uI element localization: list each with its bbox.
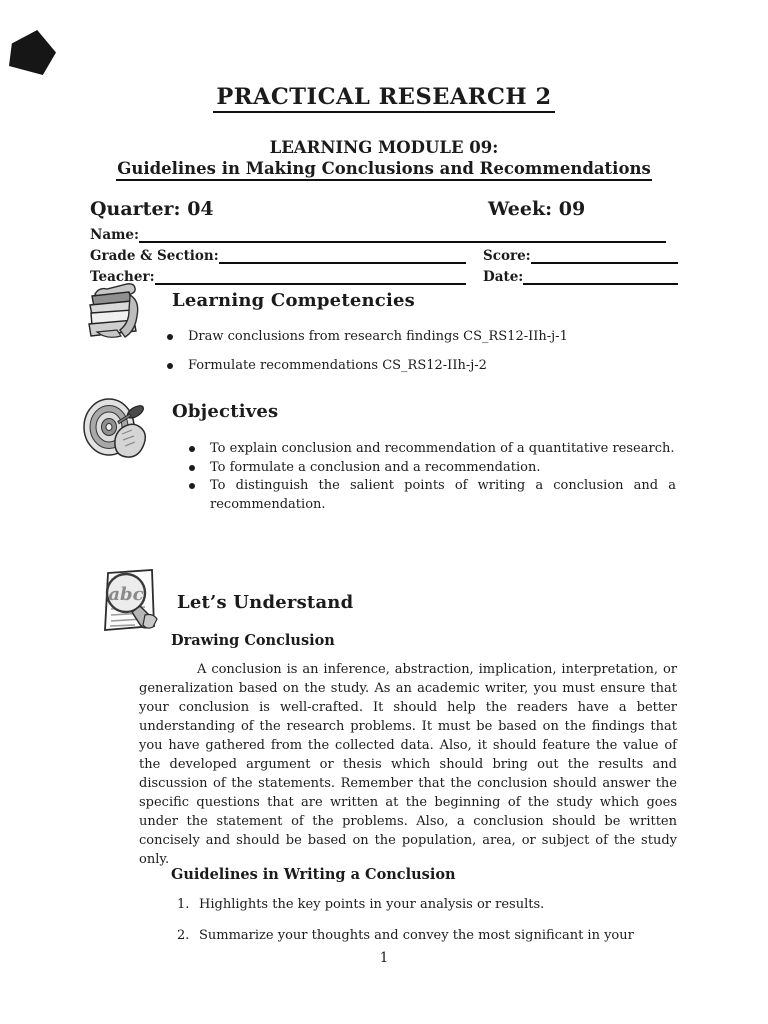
bullet-dot — [167, 363, 173, 369]
learning-competencies-heading: Learning Competencies — [172, 290, 415, 311]
bullet-dot — [167, 334, 173, 340]
magnifier-abc-text: abc — [108, 584, 144, 605]
objective-item: To formulate a conclusion and a recommendation. — [189, 459, 676, 478]
score-label: Score: — [483, 248, 531, 264]
grade-score-row — [90, 247, 678, 264]
teacher-label: Teacher: — [90, 269, 155, 285]
name-label: Name: — [90, 227, 139, 243]
week-label: Week: 09 — [488, 198, 586, 220]
date-label: Date: — [483, 269, 524, 285]
guideline-item: 2. Summarize your thoughts and convey the most significant in your — [177, 928, 634, 943]
lets-understand-heading: Let’s Understand — [177, 592, 354, 613]
document-title: PRACTICAL RESEARCH 2 — [0, 84, 768, 113]
guidelines-subheading: Guidelines in Writing a Conclusion — [171, 866, 456, 883]
page-number: 1 — [379, 950, 389, 966]
competency-item: Formulate recommendations CS_RS12-IIh-j-2 — [167, 357, 667, 376]
magnifier-document-icon — [95, 567, 165, 635]
teacher-date-row — [90, 268, 678, 285]
bullet-dot — [189, 483, 195, 489]
objective-item: To explain conclusion and recommendation of a quantitative research. — [189, 440, 676, 459]
scan-corner-artifact — [9, 30, 56, 75]
item-number: 1. — [177, 897, 190, 912]
name-field-row — [90, 226, 666, 243]
module-topic-title: Guidelines in Making Conclusions and Recommendations — [0, 159, 768, 181]
guideline-item: 1. Highlights the key points in your analysis or results. — [177, 897, 545, 912]
item-number: 2. — [177, 928, 190, 943]
competency-item: Draw conclusions from research findings CS_RS12-IIh-j-1 — [167, 328, 667, 347]
module-subtitle: LEARNING MODULE 09: — [269, 138, 499, 157]
objective-item: To distinguish the salient points of writing a conclusion and a recommendation. — [189, 477, 676, 514]
bullet-dot — [189, 465, 195, 471]
quarter-label: Quarter: 04 — [90, 198, 214, 220]
books-stack-icon — [83, 282, 141, 344]
date-blank-line — [523, 268, 678, 285]
quarter-week-row — [90, 198, 678, 220]
objectives-list — [189, 440, 676, 514]
name-blank-line — [139, 226, 666, 243]
conclusion-paragraph: A conclusion is an inference, abstraction, implication, interpretation, or generalization based on the study. As an academic writer, you must ensure that your conclusion is well-crafted. It should help the readers have a better understanding of the research problems. It must be based on the findings that you have gathered from the collected data. Also, it should feature the value of the developed argument or thesis which should bring out the results and discussion of the statements. Remember that the conclusion should answer the specific questions that are written at the beginning of the study which goes under the statement of the problems. Also, a conclusion should be written concisely and should be based on the population, area, or subject of the study only. — [139, 662, 677, 867]
objectives-heading: Objectives — [172, 401, 279, 422]
teacher-blank-line — [155, 268, 466, 285]
drawing-conclusion-subheading: Drawing Conclusion — [171, 632, 335, 649]
score-blank-line — [531, 247, 678, 264]
bullet-dot — [189, 446, 195, 452]
grade-section-label: Grade & Section: — [90, 248, 219, 264]
grade-section-blank-line — [219, 247, 466, 264]
dartboard-dart-icon — [82, 396, 156, 462]
